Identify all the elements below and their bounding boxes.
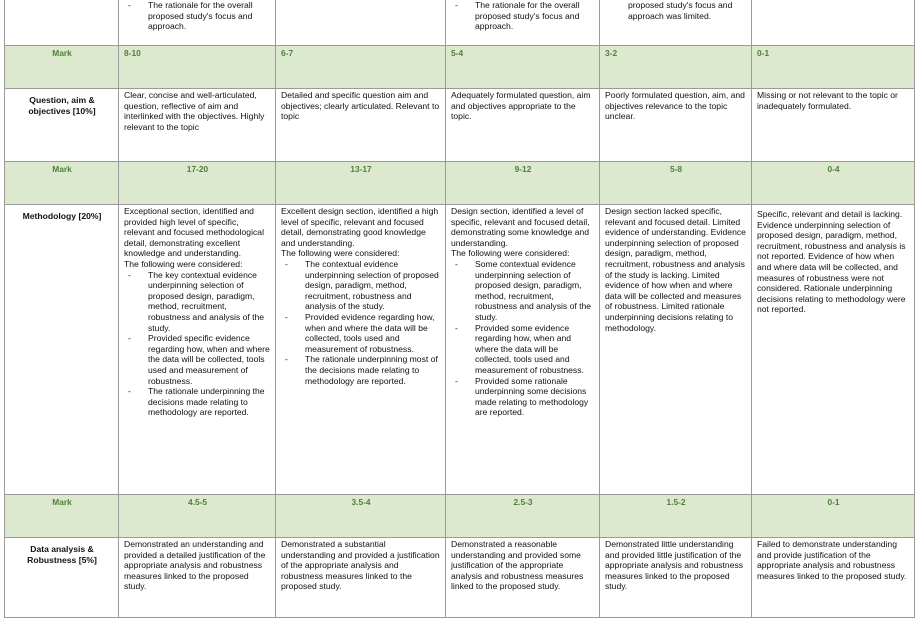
continuation-cell-4	[600, 0, 752, 46]
criterion-cell: Poorly formulated question, aim, and objectives relevance to the topic unclear.	[600, 89, 752, 162]
list-item: - The rationale underpinning most of the decisions made relating to methodology are reported.	[281, 354, 441, 386]
criterion-cell	[446, 205, 600, 495]
mark-band: 2.5-3	[446, 495, 600, 538]
marking-rubric-table	[4, 0, 915, 618]
continuation-cell-3	[446, 0, 600, 46]
mark-row	[5, 46, 915, 89]
list-item: - Provided evidence regarding how, when and where the data will be collected, tools used and measurement of robustness.	[281, 312, 441, 354]
criterion-cell: Design section lacked specific, relevant and focused detail. Limited evidence of understanding. Evidence underpinning selection of proposed design, paradigm, method, recruitment, robustness and analysis of the study is lacking. Limited evidence of how when and where data will be collected and measures of robustness. Limited rationale underpinning decisions relating to methodology.	[600, 205, 752, 495]
criterion-cell: Demonstrated an understanding and provided a detailed justification of the appropriate analysis and robustness measures linked to the proposed study.	[119, 538, 276, 618]
criterion-cell: Clear, concise and well-articulated, question, reflective of aim and interlinked with the objectives. Highly relevant to the topic	[119, 89, 276, 162]
criterion-cell: Detailed and specific question aim and objectives; clearly articulated. Relevant to topic	[276, 89, 446, 162]
mark-band: 5-4	[446, 46, 600, 89]
criterion-cell: Specific, relevant and detail is lacking. Evidence underpinning selection of proposed design, paradigm, method, recruitment, robustness and analysis is not reported. Evidence of how when and where data will be collected, and measures of robustness were not considered. Rationale underpinning decisions relating to methodology were not reported.	[752, 205, 915, 495]
list-item: - The rationale for the overall proposed study's focus and approach.	[451, 0, 595, 32]
mark-band: 5-8	[600, 162, 752, 205]
mark-label: Mark	[5, 46, 119, 89]
criterion-cell	[119, 205, 276, 495]
list-item: - The rationale underpinning the decisions made relating to methodology are reported.	[124, 386, 271, 418]
cell-lead: The following were considered:	[124, 258, 243, 269]
list-item: - The contextual evidence underpinning selection of proposed design, paradigm, method, recruitment, robustness and analysis of the study.	[281, 259, 441, 312]
mark-band: 17-20	[119, 162, 276, 205]
criterion-cell: Demonstrated a substantial understanding and provided a justification of the appropriate analysis and robustness measures linked to the proposed study.	[276, 538, 446, 618]
criterion-cell: Adequately formulated question, aim and objectives appropriate to the topic.	[446, 89, 600, 162]
continuation-cell-5	[752, 0, 915, 46]
criterion-label: Question, aim & objectives [10%]	[5, 89, 119, 162]
mark-label: Mark	[5, 495, 119, 538]
mark-band: 3-2	[600, 46, 752, 89]
criterion-cell: Demonstrated little understanding and provided little justification of the appropriate analysis and robustness measures linked to the proposed study.	[600, 538, 752, 618]
cell-lead: The following were considered:	[281, 248, 400, 259]
mark-band: 4.5-5	[119, 495, 276, 538]
mark-band: 0-1	[752, 495, 915, 538]
mark-band: 0-4	[752, 162, 915, 205]
criterion-label: Methodology [20%]	[5, 205, 119, 495]
list-item: - Provided specific evidence regarding how, when and where the data will be collected, tools used and measurement of robustness.	[124, 333, 271, 386]
question-aim-objectives-row	[5, 89, 915, 162]
list-item: - The key contextual evidence underpinning selection of proposed design, paradigm, method, recruitment, robustness and analysis of the study.	[124, 270, 271, 334]
mark-band: 13-17	[276, 162, 446, 205]
criterion-cell: Missing or not relevant to the topic or inadequately formulated.	[752, 89, 915, 162]
continuation-label-cell	[5, 0, 119, 46]
cell-lead: The following were considered:	[451, 248, 570, 259]
list-item: - The rationale for the overall proposed study's focus and approach.	[124, 0, 271, 32]
list-item: - Some contextual evidence underpinning selection of proposed design, paradigm, method, recruitment, robustness and analysis of the study.	[451, 259, 595, 323]
mark-band: 8-10	[119, 46, 276, 89]
data-analysis-row	[5, 538, 915, 618]
cell-intro: Exceptional section, identified and provided high level of specific, relevant and focused methodological detail, demonstrating excellent knowledge and understanding.	[124, 206, 264, 259]
mark-label: Mark	[5, 162, 119, 205]
cell-intro: Excellent design section, identified a high level of specific, relevant and focused detail, demonstrating good knowledge and understanding.	[281, 206, 439, 248]
list-item: - Provided some evidence regarding how, when and where the data will be collected, tools used and measurement of robustness.	[451, 323, 595, 376]
mark-band: 1.5-2	[600, 495, 752, 538]
mark-band: 3.5-4	[276, 495, 446, 538]
list-item: - Provided some rationale underpinning some decisions made relating to methodology are reported.	[451, 376, 595, 418]
continuation-row	[5, 0, 915, 46]
criterion-cell: Demonstrated a reasonable understanding and provided some justification of the appropriate analysis and robustness measures linked to the proposed study.	[446, 538, 600, 618]
criterion-label: Data analysis & Robustness [5%]	[5, 538, 119, 618]
continuation-cell-1	[119, 0, 276, 46]
mark-band: 6-7	[276, 46, 446, 89]
mark-row	[5, 495, 915, 538]
mark-band: 9-12	[446, 162, 600, 205]
cell-intro: Design section, identified a level of specific, relevant and focused detail, demonstrating some knowledge and understanding.	[451, 206, 590, 248]
methodology-row	[5, 205, 915, 495]
continuation-text: proposed study's focus and approach was limited.	[628, 0, 733, 21]
criterion-cell	[276, 205, 446, 495]
mark-row	[5, 162, 915, 205]
mark-band: 0-1	[752, 46, 915, 89]
criterion-cell: Failed to demonstrate understanding and provide justification of the appropriate analysis and robustness measures linked to the proposed study.	[752, 538, 915, 618]
continuation-cell-2	[276, 0, 446, 46]
